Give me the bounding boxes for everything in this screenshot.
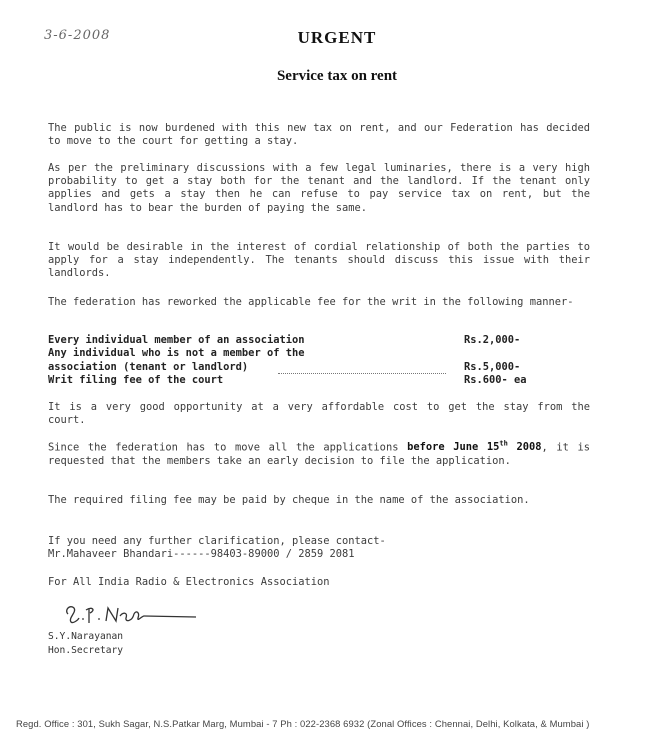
page-subtitle: Service tax on rent: [276, 68, 398, 84]
page-title: URGENT: [297, 28, 377, 47]
association-name: For All India Radio & Electronics Association: [48, 576, 330, 588]
footer-address: Regd. Office : 301, Sukh Sagar, N.S.Patkar Marg, Mumbai - 7 Ph : 022-2368 6932 (Zonal Offices : Chennai, Delhi, Kolkata, & Mumbai ): [16, 718, 590, 729]
paragraph-intro: The public is now burdened with this new tax on rent, and our Federation has decided to move to the court for getting a stay.: [48, 122, 590, 148]
paragraph-opportunity: It is a very good opportunity at a very affordable cost to get the stay from the court.: [48, 401, 590, 427]
paragraph-legal-discussion: As per the preliminary discussions with a few legal luminaries, there is a very high probability to get a stay both for the tenant and the landlord. If the tenant only applies and gets a stay then he can refuse to pay service tax on rent, but the landlord has to bear the burden of paying the same.: [48, 162, 590, 214]
deadline-text-after: , it is requested that the members take an early decision to file the application.: [48, 441, 590, 467]
signature-icon: [62, 596, 202, 630]
deadline-date: before June 15th 2008: [407, 440, 542, 454]
fee-description: association (tenant or landlord): [48, 360, 249, 373]
signer-block: [48, 630, 123, 658]
fee-row: [48, 374, 590, 387]
paragraph-deadline: [48, 438, 590, 468]
deadline-text-before: Since the federation has to move all the applications: [48, 441, 408, 454]
fee-row: [48, 361, 590, 374]
dotted-leader: [278, 361, 446, 374]
fee-amount: Rs.2,000-: [464, 334, 521, 346]
handwritten-date: 3-6-2008: [44, 28, 111, 43]
paragraph-contact: [48, 535, 590, 561]
fee-amount: Rs.600- ea: [464, 374, 527, 387]
paragraph-payment: The required filing fee may be paid by cheque in the name of the association.: [48, 494, 530, 506]
fee-description: Any individual who is not a member of the: [48, 347, 305, 360]
fee-row: [48, 347, 590, 360]
fee-description: Every individual member of an association: [48, 334, 305, 346]
fee-description: Writ filing fee of the court: [48, 374, 224, 387]
contact-line: If you need any further clarification, please contact-: [48, 535, 386, 547]
signer-name: S.Y.Narayanan: [48, 631, 124, 642]
paragraph-recommendation: It would be desirable in the interest of cordial relationship of both the parties to apply for a stay independently. The tenants should discuss this issue with their landlords.: [48, 241, 590, 280]
fee-table: [48, 334, 590, 388]
fee-row: [48, 334, 590, 347]
paragraph-fee-intro: The federation has reworked the applicable fee for the writ in the following manner-: [48, 296, 574, 308]
signer-role: Hon.Secretary: [48, 645, 124, 656]
fee-amount: Rs.5,000-: [464, 360, 521, 373]
contact-person: Mr.Mahaveer Bhandari------98403-89000 / 2859 2081: [48, 548, 355, 561]
